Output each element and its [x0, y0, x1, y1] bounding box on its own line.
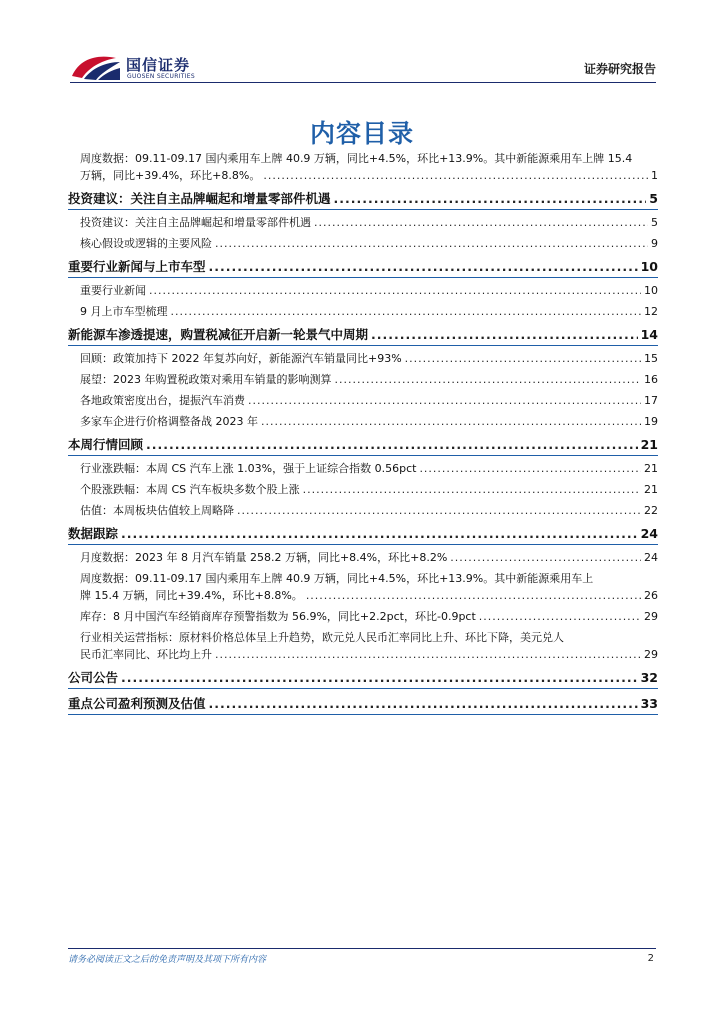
- toc-page-number: 9: [651, 237, 658, 250]
- toc-entry-text: 投资建议：关注自主品牌崛起和增量零部件机遇: [68, 191, 331, 206]
- dot-leader: [306, 587, 641, 604]
- toc-entry-text: 重要行业新闻与上市车型: [68, 259, 206, 274]
- toc-page-number: 14: [640, 327, 658, 342]
- toc-subsection-link[interactable]: [68, 303, 658, 320]
- toc-entry-text: 重要行业新闻: [80, 284, 146, 297]
- toc-subsection-link[interactable]: [68, 235, 658, 252]
- toc-page-number: 29: [644, 610, 658, 623]
- toc-entry-text: 多家车企进行价格调整备战 2023 年: [80, 415, 258, 428]
- logo-chinese-name: 国信证券: [126, 56, 191, 74]
- footer-divider: [68, 948, 656, 949]
- toc-page-number: 1: [651, 169, 658, 182]
- toc-subsection-link[interactable]: [68, 413, 658, 430]
- toc-entry-text: 民币汇率同比、环比均上升: [80, 648, 212, 661]
- toc-title: 内容目录: [309, 119, 414, 148]
- toc-page-number: 10: [640, 259, 658, 274]
- dot-leader: [450, 549, 641, 566]
- toc-subsection-link[interactable]: [68, 481, 658, 498]
- toc-entry-text: 展望：2023 年购置税政策对乘用车销量的影响测算: [80, 373, 332, 386]
- dot-leader: [209, 258, 638, 275]
- toc-entry-text: 公司公告: [68, 670, 119, 685]
- toc-page-number: 5: [651, 216, 658, 229]
- toc-entry-text: 月度数据：2023 年 8 月汽车销量 258.2 万辆，同比+8.4%，环比+8.2%: [80, 551, 448, 564]
- toc-entry-text: 估值：本周板块估值较上周略降: [80, 504, 234, 517]
- toc-entry-text: 新能源车渗透提速，购置税减征开启新一轮景气中周期: [68, 327, 369, 342]
- toc-subsection-link[interactable]: [68, 282, 658, 299]
- toc-page-number: 19: [644, 415, 658, 428]
- toc-section-heading[interactable]: [68, 190, 658, 210]
- toc-entry-text: 回顾：政策加持下 2022 年复苏向好，新能源汽车销量同比+93%: [80, 352, 402, 365]
- dot-leader: [419, 460, 641, 477]
- toc-entry-text-line1: 周度数据：09.11-09.17 国内乘用车上牌 40.9 万辆，同比+4.5%，环比+13.9%。其中新能源乘用车上: [80, 572, 594, 585]
- toc-subsection-link[interactable]: [68, 502, 658, 519]
- toc-subsection-link[interactable]: [68, 392, 658, 409]
- toc-entry-text: 牌 15.4 万辆，同比+39.4%，环比+8.8%。: [80, 589, 303, 602]
- toc-page-number: 26: [644, 589, 658, 602]
- toc-subsection-link[interactable]: [68, 371, 658, 388]
- toc-page-number: 32: [640, 670, 658, 685]
- dot-leader: [215, 235, 648, 252]
- toc-entry-text: 核心假设或逻辑的主要风险: [80, 237, 212, 250]
- toc-page-number: 22: [644, 504, 658, 517]
- toc-page-number: 16: [644, 373, 658, 386]
- guosen-logo-icon: [70, 52, 122, 82]
- toc-page-number: 21: [640, 437, 658, 452]
- toc-entry-text: 重点公司盈利预测及估值: [68, 696, 206, 711]
- toc-subsection-link[interactable]: [68, 629, 658, 663]
- toc-subsection-link[interactable]: [68, 150, 658, 184]
- toc-page-number: 24: [640, 526, 658, 541]
- toc-entry-text-line1: 周度数据：09.11-09.17 国内乘用车上牌 40.9 万辆，同比+4.5%，环比+13.9%。其中新能源乘用车上牌 15.4: [80, 152, 633, 165]
- toc-section-heading[interactable]: [68, 695, 658, 715]
- toc-subsection-link[interactable]: [68, 460, 658, 477]
- toc-entry-text-line1: 行业相关运营指标：原材料价格总体呈上升趋势，欧元兑人民币汇率同比上升、环比下降，美元兑人: [80, 631, 564, 644]
- dot-leader: [237, 502, 641, 519]
- dot-leader: [405, 350, 641, 367]
- dot-leader: [248, 392, 641, 409]
- dot-leader: [215, 646, 641, 663]
- dot-leader: [371, 326, 638, 343]
- dot-leader: [335, 371, 642, 388]
- toc-page-number: 33: [640, 696, 658, 711]
- toc-subsection-link[interactable]: [68, 350, 658, 367]
- dot-leader: [261, 413, 641, 430]
- toc-page-number: 29: [644, 648, 658, 661]
- toc-entry-text: 个股涨跌幅：本周 CS 汽车板块多数个股上涨: [80, 483, 300, 496]
- toc-section-heading[interactable]: [68, 525, 658, 545]
- dot-leader: [479, 608, 641, 625]
- toc-entry-text: 库存：8 月中国汽车经销商库存预警指数为 56.9%，同比+2.2pct，环比-0.9pct: [80, 610, 476, 623]
- toc-subsection-link[interactable]: [68, 549, 658, 566]
- header-divider: [70, 82, 656, 83]
- toc-section-heading[interactable]: [68, 669, 658, 689]
- dot-leader: [263, 167, 648, 184]
- dot-leader: [171, 303, 642, 320]
- dot-leader: [303, 481, 641, 498]
- footer-disclaimer: 请务必阅读正文之后的免责声明及其项下所有内容: [68, 955, 267, 965]
- toc-entry-text: 本周行情回顾: [68, 437, 144, 452]
- dot-leader: [314, 214, 648, 231]
- toc-page-number: 24: [644, 551, 658, 564]
- page-number: 2: [647, 953, 654, 964]
- dot-leader: [209, 695, 638, 712]
- toc-entry-text: 数据跟踪: [68, 526, 119, 541]
- report-type-label: 证券研究报告: [583, 62, 656, 76]
- toc-page-number: 5: [649, 191, 658, 206]
- toc-entry-text: 投资建议：关注自主品牌崛起和增量零部件机遇: [80, 216, 311, 229]
- dot-leader: [334, 190, 647, 207]
- dot-leader: [149, 282, 641, 299]
- page-header: [70, 48, 656, 86]
- logo-english-name: GUOSEN SECURITIES: [127, 73, 196, 80]
- toc-subsection-link[interactable]: [68, 608, 658, 625]
- dot-leader: [121, 525, 638, 542]
- toc-entry-text: 万辆，同比+39.4%，环比+8.8%。: [80, 169, 261, 182]
- table-of-contents: [68, 150, 658, 719]
- toc-section-heading[interactable]: [68, 258, 658, 278]
- toc-entry-text: 各地政策密度出台，提振汽车消费: [80, 394, 245, 407]
- toc-page-number: 10: [644, 284, 658, 297]
- toc-entry-text: 行业涨跌幅：本周 CS 汽车上涨 1.03%，强于上证综合指数 0.56pct: [80, 462, 417, 475]
- toc-page-number: 17: [644, 394, 658, 407]
- toc-page-number: 21: [644, 462, 658, 475]
- dot-leader: [146, 436, 638, 453]
- dot-leader: [121, 669, 638, 686]
- toc-entry-text: 9 月上市车型梳理: [80, 305, 168, 318]
- toc-section-heading[interactable]: [68, 326, 658, 346]
- toc-page-number: 15: [644, 352, 658, 365]
- toc-page-number: 12: [644, 305, 658, 318]
- toc-page-number: 21: [644, 483, 658, 496]
- toc-section-heading[interactable]: [68, 436, 658, 456]
- toc-subsection-link[interactable]: [68, 570, 658, 604]
- toc-subsection-link[interactable]: [68, 214, 658, 231]
